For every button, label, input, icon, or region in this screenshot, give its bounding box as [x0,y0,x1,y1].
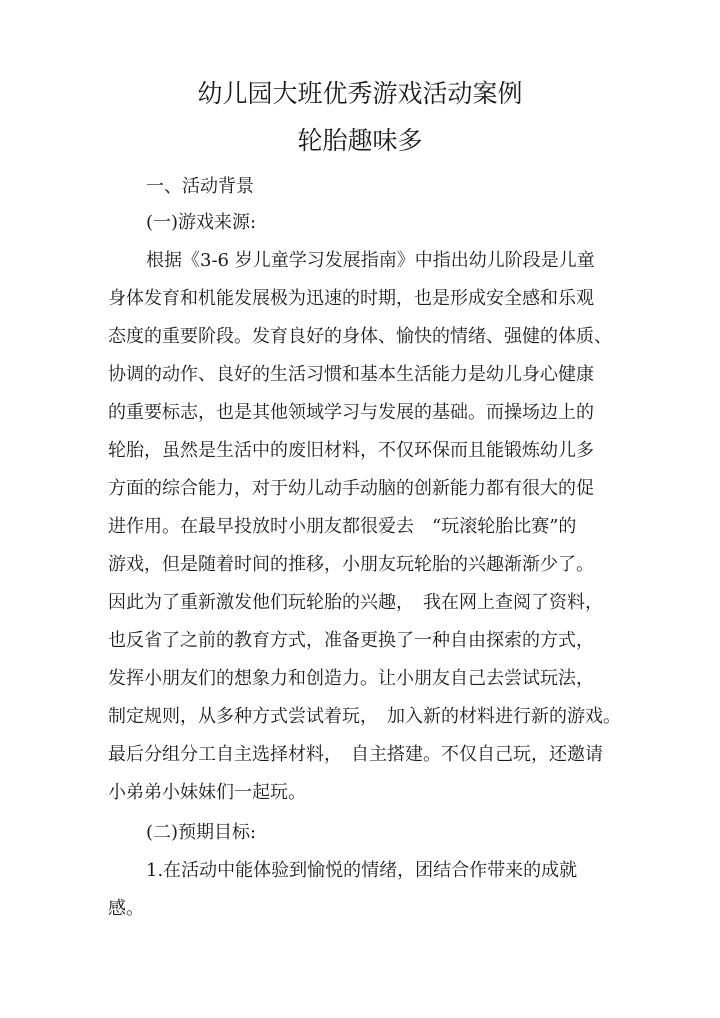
section-heading: 一、活动背景 [146,176,254,197]
document-title: 幼儿园大班优秀游戏活动案例 [197,79,523,108]
paragraph-line: 态度的重要阶段。发育良好的身体、愉快的情绪、强健的体质、 [108,326,612,347]
paragraph-line: 轮胎，虽然是生活中的废旧材料，不仅环保而且能锻炼幼儿多 [108,440,594,461]
paragraph-line: 身体发育和机能发展极为迅速的时期，也是形成安全感和乐观 [108,288,594,309]
paragraph-line: 小弟弟小妹妹们一起玩。 [108,782,306,803]
paragraph-line: 最后分组分工自主选择材料， 自主搭建。不仅自己玩，还邀请 [108,744,603,765]
paragraph-line: 协调的动作、良好的生活习惯和基本生活能力是幼儿身心健康 [108,364,594,385]
paragraph-line: 进作用。在最早投放时小朋友都很爱去 “玩滚轮胎比赛”的 [108,516,577,537]
paragraph-line: 因此为了重新激发他们玩轮胎的兴趣， 我在网上查阅了资料， [108,592,603,613]
paragraph-line: 游戏，但是随着时间的推移，小朋友玩轮胎的兴趣渐渐少了。 [108,554,594,575]
subsection-heading-source: (一)游戏来源: [146,212,257,233]
paragraph-line: 的重要标志，也是其他领域学习与发展的基础。而操场边上的 [108,402,594,423]
paragraph-line: 发挥小朋友们的想象力和创造力。让小朋友自己去尝试玩法， [108,668,594,689]
subsection-heading-goals: (二)预期目标: [146,822,257,843]
goal-line: 1.在活动中能体验到愉悦的情绪，团结合作带来的成就 [146,860,578,881]
paragraph-line: 根据《3-6 岁儿童学习发展指南》中指出幼儿阶段是儿童 [146,250,595,271]
paragraph-line: 方面的综合能力，对于幼儿动手动脑的创新能力都有很大的促 [108,478,594,499]
goal-line: 感。 [108,898,144,919]
paragraph-line: 也反省了之前的教育方式，准备更换了一种自由探索的方式， [108,630,594,651]
document-subtitle: 轮胎趣味多 [297,126,423,155]
paragraph-line: 制定规则，从多种方式尝试着玩， 加入新的材料进行新的游戏。 [108,706,621,727]
